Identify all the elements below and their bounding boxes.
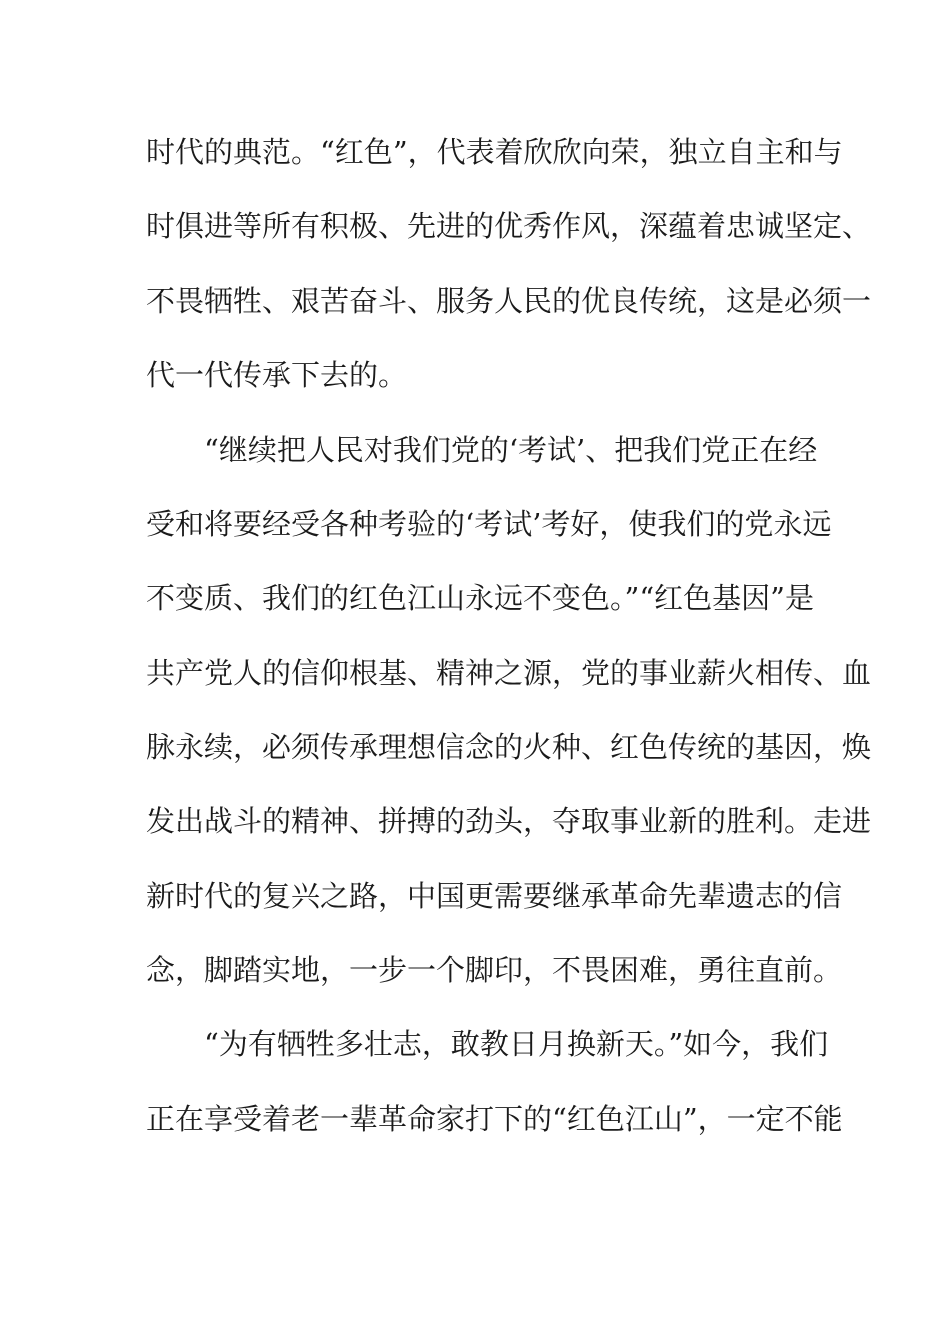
text-line: 念，脚踏实地，一步一个脚印，不畏困难，勇往直前。 xyxy=(146,953,843,987)
text-line: “为有牺牲多壮志，敢教日月换新天。”如今，我们 xyxy=(204,1027,829,1061)
text-line: 不畏牺牲、艰苦奋斗、服务人民的优良传统，这是必须一 xyxy=(146,284,872,318)
text-line: 不变质、我们的红色江山永远不变色。”“红色基因”是 xyxy=(146,581,814,615)
text-line: 新时代的复兴之路，中国更需要继承革命先辈遗志的信 xyxy=(146,879,843,913)
text-line: “继续把人民对我们党的‘考试’、把我们党正在经 xyxy=(204,433,818,467)
text-line: 代一代传承下去的。 xyxy=(146,358,408,392)
text-line: 时俱进等所有积极、先进的优秀作风，深蕴着忠诚坚定、 xyxy=(146,209,872,243)
text-line: 发出战斗的精神、拼搏的劲头，夺取事业新的胜利。走进 xyxy=(146,804,872,838)
text-line: 正在享受着老一辈革命家打下的“红色江山”，一定不能 xyxy=(146,1102,843,1136)
text-line: 受和将要经受各种考验的‘考试’考好，使我们的党永远 xyxy=(146,507,832,541)
text-line: 脉永续，必须传承理想信念的火种、红色传统的基因，焕 xyxy=(146,730,872,764)
text-line: 时代的典范。“红色”，代表着欣欣向荣，独立自主和与 xyxy=(146,135,843,169)
text-line: 共产党人的信仰根基、精神之源，党的事业薪火相传、血 xyxy=(146,656,872,690)
